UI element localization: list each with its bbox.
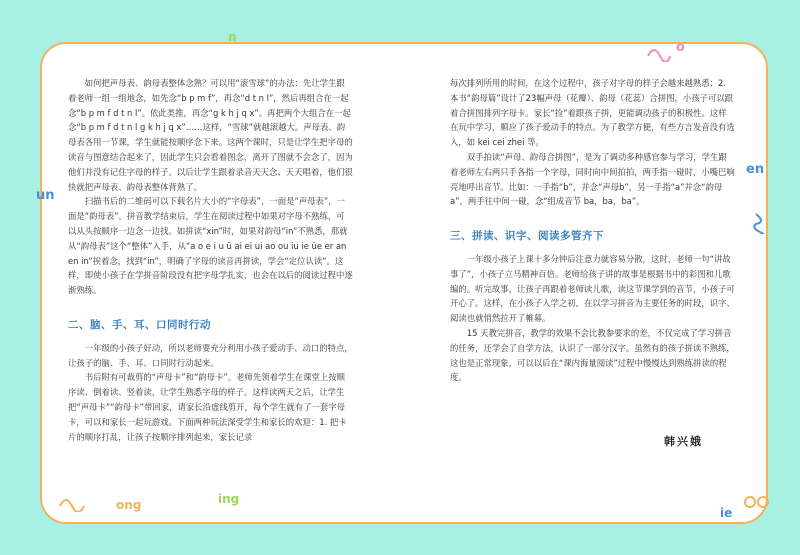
decoration-letter: o	[676, 40, 685, 55]
author-signature: 韩兴娥	[664, 435, 703, 448]
body-paragraph: 每次排列所用的时间，在这个过程中，孩子对字母的样子会越来越熟悉；2. 本书“韵母篇”设计了23幅声母（花瓣）、韵母（花蕊）合拼图，小孩子可以跟着合拼图排列字母卡。家长“捡”着跟孩子拼，更能调动孩子的积极性。这样在玩中学习，顺应了孩子爱动手的特点。为了教学方便，有些方言发音没有选入，如 kei cei zhei 等。	[450, 78, 735, 148]
body-paragraph: 双手拍读“声母、韵母合拼图”，是为了调动多种感官参与学习，学生跟着老师左右两只手各指一个字母，同时向中间拍拍，两手指一碰时，小嘴巴响亮地呼出音节。比如：一手指“b”，并念“声母b”，另一手指“a”并念“韵母 a”，两手往中间一碰，念“组成音节 ba，ba，ba”。	[450, 151, 735, 207]
decoration-letter: ing	[218, 492, 240, 506]
decoration-letter: en	[746, 162, 765, 177]
decoration-letter: ie	[720, 506, 733, 520]
body-paragraph: 一年级小孩子上课十多分钟后注意力就容易分散，这时，老师一句“讲故事了”，小孩子立马精神百倍。老师给孩子讲的故事是根据书中的彩图和儿歌编的。听完故事，让孩子再跟着老师读儿歌，读这节课学到的音节，小孩子可开心了。这样，在小孩子入学之初，在以学习拼音为主要任务的时段，识字、阅读也就悄然拉开了帷幕。	[450, 253, 735, 324]
decoration-letter: un	[36, 188, 55, 203]
section-heading: 三、拼读、识字、阅读多管齐下	[450, 230, 604, 243]
decoration-letter: n	[228, 30, 237, 44]
swirl-icon	[646, 44, 672, 62]
body-paragraph: 15 天教完拼音，教学的效果不会比教参要求的差，不仅完成了学习拼音的任务，还学会了自学方法，认识了一部分汉字。虽然有的孩子拼读不熟练，这也是正常现象，可以以后在“课内海量阅读”过程中慢慢达到熟练拼读的程度。	[450, 327, 735, 383]
swirl-icon	[752, 212, 770, 234]
section-heading: 二、脑、手、耳、口同时行动	[68, 318, 211, 331]
decoration-letter: ong	[116, 498, 142, 512]
swirl-icon	[58, 494, 88, 512]
body-paragraph: 扫描书后的二维码可以下载名片大小的“字母表”，一面是“声母表”，一面是“韵母表”。拼音教学结束后，学生在阅读过程中如果对字母不熟练，可以从头按顺序一边念一边找。如拼读“xin”时，如果对韵母“in”不熟悉，那就从“韵母表”这个“整体”入手，从“a o e i u ü ai ei ui ao ou iu ie üe er an en in”挨着念，找到“in”，明确了字母的读音再拼读，学会“定位认读”。这样，即使小孩子在学拼音阶段没有把字母学扎实，也会在以后的阅读过程中逐渐熟练。	[68, 196, 353, 296]
right-column	[450, 76, 735, 385]
left-column	[68, 76, 353, 444]
swirl-icon	[742, 492, 772, 512]
body-paragraph: 如何把声母表、韵母表整体念熟？可以用“滚雪球”的办法：先让学生跟着老师一组一组地念，如先念“b p m f”，再念“d t n l”，然后再组合在一起念“b p m f d t n l”。依此类推，再念“g k h j q x”。再把两个大组合在一起念“b p m f d t n l g k h j q x”……这样，“雪球”就越滚越大。声母表、韵母表各用一节课，学生就能按顺序念下来。这两个课时，只是让学生把字母的读音与图意结合起来了，因此学生只会看着图念，离开了图就不会念了，因为他们并没有记住字母的样子。以后让学生跟着录音天天念、天天唱着，他们很快就把声母表、韵母表整体背熟了。	[68, 78, 353, 192]
body-paragraph: 一年级的小孩子好动，所以老师要充分利用小孩子爱动手、动口的特点，让孩子的脑、手、耳、口同时行动起来。	[68, 342, 353, 368]
body-paragraph: 书后附有可裁剪的“声母卡”和“韵母卡”。老师先领着学生在课堂上按顺序读、倒着读、竖着读，让学生熟悉字母的样子。这样读两天之后，让学生把“声母卡”“韵母卡”带回家，请家长沿虚线剪开，每个学生就有了一套字母卡，可以和家长一起玩游戏。下面两种玩法深受学生和家长的欢迎：1. 把卡片的顺序打乱，让孩子按顺序排列起来，家长记录	[68, 372, 347, 442]
